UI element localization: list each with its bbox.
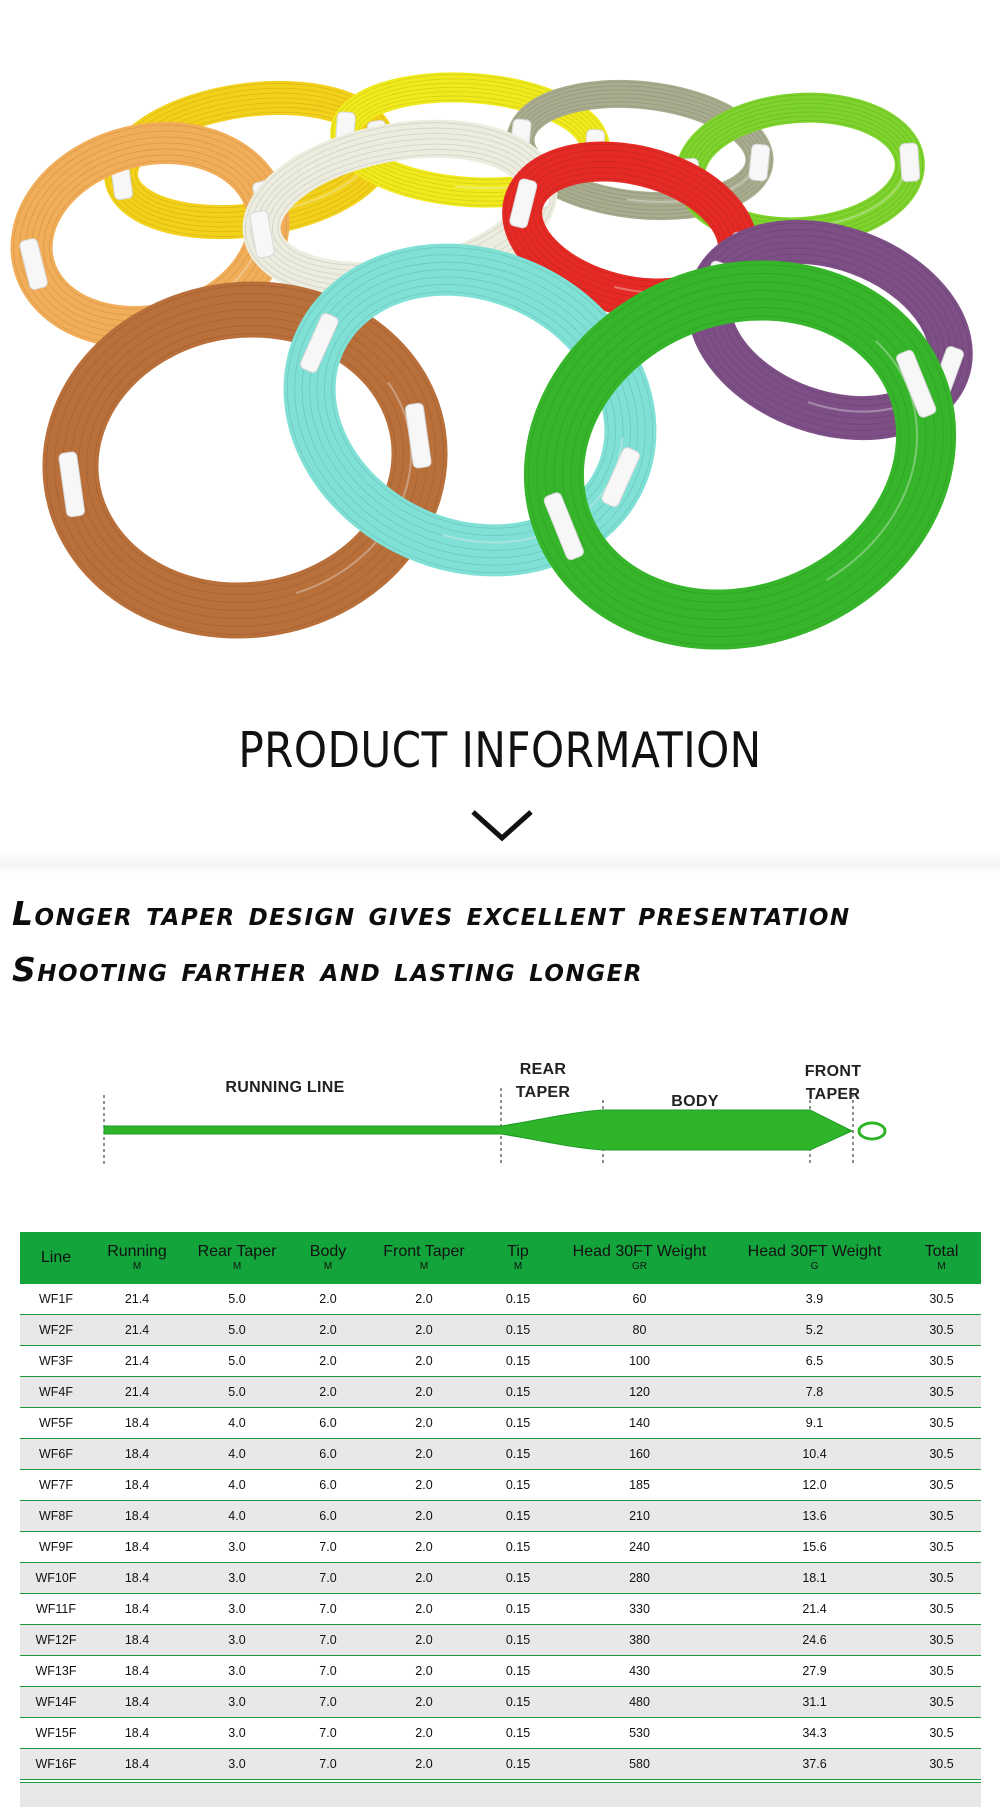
table-cell: 7.8 [727,1377,902,1408]
table-cell: 2.0 [364,1315,484,1346]
table-cell: 2.0 [364,1470,484,1501]
table-row [20,1377,981,1408]
table-cell: 430 [552,1656,727,1687]
column-header-unit: M [419,1261,429,1272]
column-header-unit: G [810,1261,819,1272]
table-cell: 4.0 [182,1439,292,1470]
table-cell: 0.15 [484,1501,552,1532]
table-cell: 240 [552,1532,727,1563]
table-cell: 2.0 [364,1563,484,1594]
column-header [552,1232,727,1284]
table-cell: 34.3 [727,1718,902,1749]
table-cell: WF4F [20,1377,92,1408]
table-cell: 18.4 [92,1470,182,1501]
column-header-label: Head 30FT Weight [747,1243,882,1260]
table-cell: 7.0 [292,1625,364,1656]
table-cell: 60 [552,1284,727,1315]
section-title: PRODUCT INFORMATION [238,722,762,779]
table-cell: 30.5 [902,1625,981,1656]
table-cell: 3.0 [182,1563,292,1594]
table-cell: 2.0 [364,1594,484,1625]
table-cell: 0.15 [484,1408,552,1439]
table-row [20,1501,981,1532]
table-cell: 18.4 [92,1501,182,1532]
table-cell: 21.4 [727,1594,902,1625]
table-cell: 21.4 [92,1346,182,1377]
table-cell: 0.15 [484,1470,552,1501]
table-cell: 3.0 [182,1656,292,1687]
label-running-line: RUNNING LINE [225,1079,345,1096]
table-cell: 210 [552,1501,727,1532]
table-cell: 18.1 [727,1563,902,1594]
column-header-unit: M [323,1261,333,1272]
table-cell: 140 [552,1408,727,1439]
table-cell: WF11F [20,1594,92,1625]
table-cell: 6.0 [292,1501,364,1532]
column-header [292,1232,364,1284]
table-row [20,1749,981,1780]
column-header-label: Line [40,1249,72,1266]
column-header [182,1232,292,1284]
column-header [364,1232,484,1284]
table-cell: 2.0 [364,1439,484,1470]
table-row [20,1408,981,1439]
table-cell: WF15F [20,1718,92,1749]
table-cell: 4.0 [182,1408,292,1439]
table-cell: 2.0 [364,1625,484,1656]
table-cell: 30.5 [902,1532,981,1563]
column-header [727,1232,902,1284]
column-header-unit: M [232,1261,242,1272]
column-header [92,1232,182,1284]
table-cell: 5.0 [182,1284,292,1315]
column-header [484,1232,552,1284]
spec-table [20,1232,981,1780]
table-row [20,1439,981,1470]
table-cell: 3.0 [182,1625,292,1656]
table-cell: 80 [552,1315,727,1346]
tie-wrap [899,143,920,182]
table-cell: 18.4 [92,1563,182,1594]
table-row [20,1563,981,1594]
tie-wrap [749,144,771,182]
table-cell: 31.1 [727,1687,902,1718]
table-cell: 7.0 [292,1749,364,1780]
table-cell: WF3F [20,1346,92,1377]
table-cell: 2.0 [364,1284,484,1315]
table-row [20,1687,981,1718]
column-header-label: Total [924,1243,959,1260]
table-cell: 7.0 [292,1687,364,1718]
table-row [20,1470,981,1501]
table-cell: 18.4 [92,1625,182,1656]
table-cell: 2.0 [364,1656,484,1687]
table-cell: 2.0 [364,1408,484,1439]
table-cell: 3.9 [727,1284,902,1315]
table-cell: WF14F [20,1687,92,1718]
table-cell: WF13F [20,1656,92,1687]
table-cell: 5.2 [727,1315,902,1346]
table-cell: 2.0 [364,1532,484,1563]
table-cell: 7.0 [292,1532,364,1563]
section-divider [0,852,1000,874]
table-cell: 9.1 [727,1408,902,1439]
table-cell: 530 [552,1718,727,1749]
table-cell: 185 [552,1470,727,1501]
table-cell: 30.5 [902,1439,981,1470]
table-cell: 30.5 [902,1594,981,1625]
table-cell: WF12F [20,1625,92,1656]
table-cell: 0.15 [484,1439,552,1470]
table-cell: 30.5 [902,1377,981,1408]
column-header-label: Head 30FT Weight [572,1243,707,1260]
table-cell: 7.0 [292,1594,364,1625]
table-cell: 0.15 [484,1656,552,1687]
table-cell: 18.4 [92,1749,182,1780]
chevron-down-icon [470,808,534,842]
table-cell: 27.9 [727,1656,902,1687]
table-body [20,1284,981,1780]
column-header-label: Front Taper [383,1243,465,1260]
table-cell: 10.4 [727,1439,902,1470]
taper-diagram [0,1040,1000,1190]
table-row [20,1346,981,1377]
table-cell: 30.5 [902,1501,981,1532]
table-row [20,1315,981,1346]
table-cell: WF1F [20,1284,92,1315]
table-cell: 2.0 [292,1315,364,1346]
table-cell: WF16F [20,1749,92,1780]
table-cell: 2.0 [364,1749,484,1780]
table-cell: 18.4 [92,1718,182,1749]
label-front-taper: FRONT TAPER [804,1063,862,1103]
column-header-unit: M [937,1261,946,1272]
table-cell: 13.6 [727,1501,902,1532]
column-header-label: Running [107,1243,167,1260]
table-cell: 30.5 [902,1656,981,1687]
column-header-label: Rear Taper [197,1243,277,1260]
table-cell: 6.0 [292,1408,364,1439]
table-cell: 30.5 [902,1284,981,1315]
table-cell: 2.0 [364,1687,484,1718]
table-cell: 2.0 [364,1501,484,1532]
table-cell: 3.0 [182,1594,292,1625]
table-cell: 380 [552,1625,727,1656]
table-cell: 330 [552,1594,727,1625]
column-header-label: Body [309,1243,347,1260]
column-header-unit: GR [632,1261,647,1272]
table-cell: 120 [552,1377,727,1408]
column-header [902,1232,981,1284]
table-cell: 0.15 [484,1625,552,1656]
table-cell: 0.15 [484,1718,552,1749]
table-row [20,1532,981,1563]
table-cell: 7.0 [292,1563,364,1594]
table-cell: 12.0 [727,1470,902,1501]
table-cell: 2.0 [364,1346,484,1377]
table-cell: 0.15 [484,1532,552,1563]
table-cell: 5.0 [182,1315,292,1346]
table-cell: WF5F [20,1408,92,1439]
table-cell: 7.0 [292,1718,364,1749]
table-cell: 100 [552,1346,727,1377]
fly-line-profile [104,1110,852,1150]
table-cell: 5.0 [182,1377,292,1408]
table-cell: WF9F [20,1532,92,1563]
table-cell: 0.15 [484,1284,552,1315]
slogan-shooting-farther: Shooting farther and lasting longer [12,950,644,989]
table-row [20,1625,981,1656]
column-header-unit: M [132,1261,142,1272]
column-header-label: Tip [507,1243,529,1260]
table-cell: 18.4 [92,1656,182,1687]
column-header [20,1232,92,1284]
table-cell: 0.15 [484,1563,552,1594]
table-cell: 6.5 [727,1346,902,1377]
table-cell: 0.15 [484,1594,552,1625]
table-cell: 21.4 [92,1315,182,1346]
table-cell: 24.6 [727,1625,902,1656]
table-cell: WF10F [20,1563,92,1594]
table-row [20,1656,981,1687]
table-cell: 480 [552,1687,727,1718]
table-cell: 0.15 [484,1346,552,1377]
table-cell: 0.15 [484,1749,552,1780]
column-header-unit: M [513,1261,523,1272]
label-body: BODY [671,1093,719,1110]
table-cell: 7.0 [292,1656,364,1687]
table-cell: 3.0 [182,1532,292,1563]
taper-profile-graphic [0,1040,1000,1190]
table-cell: 30.5 [902,1749,981,1780]
table-cell: 18.4 [92,1439,182,1470]
table-cell: 2.0 [292,1284,364,1315]
table-cell: 30.5 [902,1687,981,1718]
table-cell: 0.15 [484,1315,552,1346]
table-cell: 0.15 [484,1687,552,1718]
table-cell: 37.6 [727,1749,902,1780]
table-cell: 15.6 [727,1532,902,1563]
table-row [20,1284,981,1315]
table-cell: 30.5 [902,1315,981,1346]
table-cell: 4.0 [182,1470,292,1501]
table-row [20,1594,981,1625]
table-cell: 30.5 [902,1718,981,1749]
product-photo [0,0,1000,700]
table-cell: WF6F [20,1439,92,1470]
table-cell: 160 [552,1439,727,1470]
table-row [20,1718,981,1749]
table-cell: 3.0 [182,1718,292,1749]
loop-end [859,1123,885,1139]
table-cell: 280 [552,1563,727,1594]
table-cell: 21.4 [92,1377,182,1408]
table-cell: 30.5 [902,1563,981,1594]
table-cell: 21.4 [92,1284,182,1315]
table-cell: 6.0 [292,1439,364,1470]
table-cell: WF2F [20,1315,92,1346]
table-cell: 0.15 [484,1377,552,1408]
table-cell: 2.0 [292,1346,364,1377]
table-cell: 30.5 [902,1470,981,1501]
table-cell: 5.0 [182,1346,292,1377]
table-cell: WF8F [20,1501,92,1532]
table-footer-band [20,1782,981,1807]
table-cell: 6.0 [292,1470,364,1501]
table-cell: 3.0 [182,1749,292,1780]
table-cell: 2.0 [364,1377,484,1408]
table-cell: 18.4 [92,1594,182,1625]
table-cell: 18.4 [92,1532,182,1563]
table-cell: WF7F [20,1470,92,1501]
table-cell: 18.4 [92,1408,182,1439]
table-header [20,1232,981,1284]
table-cell: 580 [552,1749,727,1780]
fly-line-coils-image [0,0,1000,700]
table-cell: 2.0 [364,1718,484,1749]
table-cell: 4.0 [182,1501,292,1532]
table-cell: 18.4 [92,1687,182,1718]
slogan-taper-design: Longer taper design gives excellent presentation [12,894,851,933]
table-cell: 30.5 [902,1346,981,1377]
table-cell: 30.5 [902,1408,981,1439]
table-cell: 2.0 [292,1377,364,1408]
table-cell: 3.0 [182,1687,292,1718]
label-rear-taper: REAR TAPER [515,1061,571,1101]
